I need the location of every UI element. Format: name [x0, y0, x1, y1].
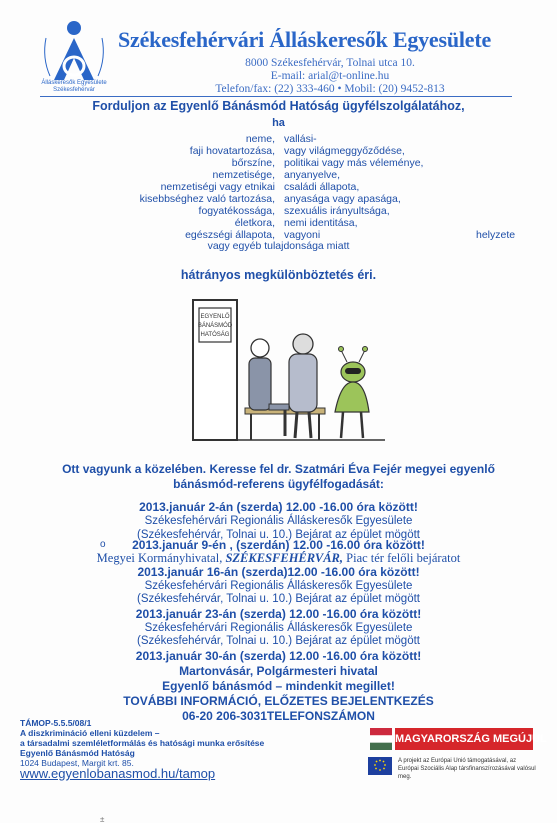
project-code: TÁMOP-5.5.5/08/1: [20, 718, 92, 728]
website-link[interactable]: www.egyenlobanasmod.hu/tamop: [20, 766, 216, 781]
right-item: vagy világmeggyőződése,: [284, 145, 405, 157]
footer-address: 1024 Budapest, Margit krt. 85.: [20, 758, 134, 768]
right-item: nemi identitása,: [284, 217, 358, 229]
ha-word: ha: [272, 117, 285, 129]
schedule-date: 2013.január 30-án (szerda) 12.00 -16.00 óra között!: [135, 649, 422, 663]
header-divider: [40, 96, 512, 97]
right-item: vagyoni: [284, 229, 321, 241]
door-sign-line: BÁNÁSMÓD: [197, 323, 233, 329]
schedule-location: (Székesfehérvár, Tolnai u. 10.) Bejárat az épület mögött: [137, 529, 420, 541]
schedule-location: (Székesfehérvár, Tolnai u. 10.) Bejárat az épület mögött: [137, 635, 420, 647]
left-item: faji hovatartozása,: [189, 145, 275, 157]
referent-intro-line: Ott vagyunk a közelében. Keresse fel dr. Szatmári Éva Fejér megyei egyenlő: [62, 462, 495, 476]
org-phone: Telefon/fax: (22) 333-460 • Mobil: (20) 9452-813: [215, 83, 445, 95]
schedule-location: (Székesfehérvár, Tolnai u. 10.) Bejárat az épület mögött: [137, 593, 420, 605]
left-item: nemzetiségi vagy etnikai: [160, 181, 275, 193]
helyzete-word: helyzete: [476, 229, 516, 241]
schedule-location: [0, 551, 557, 566]
door-sign-line: EGYENLŐ: [200, 314, 230, 320]
schedule-date: 2013.január 23-án (szerda) 12.00 -16.00 óra között!: [135, 607, 422, 621]
schedule-location: Székesfehérvári Regionális Álláskeresők Egyesülete: [144, 580, 413, 592]
eu-support-text: A projekt az Európai Unió támogatásával, az Európai Szociális Alap társfinanszírozásával valósul meg.: [398, 758, 536, 780]
cartoon-illustration: [185, 296, 385, 456]
schedule-location: Martonvásár, Polgármesteri hivatal: [179, 664, 378, 678]
intro-heading: Forduljon az Egyenlő Bánásmód Hatóság ügyfélszolgálatához,: [92, 99, 465, 113]
cartoon-drawing: [185, 296, 385, 456]
schedule-bullet: o: [100, 539, 106, 550]
org-title: Székesfehérvári Álláskeresők Egyesülete: [118, 27, 492, 52]
left-item: neme,: [245, 133, 275, 145]
right-item: anyasága vagy apasága,: [284, 193, 401, 205]
schedule-location-part: Piac tér felőli bejáratot: [346, 551, 461, 565]
right-item: politikai vagy más véleménye,: [284, 157, 424, 169]
schedule-location-city: SZÉKESFEHÉRVÁR,: [225, 551, 344, 565]
right-item: szexuális irányultsága,: [284, 205, 390, 217]
left-item: bőrszíne,: [231, 157, 275, 169]
logo-caption: Álláskeresők Egyesülete Székesfehérvár: [41, 80, 107, 93]
schedule-date: 2013.január 16-án (szerda)12.00 -16.00 óra között!: [137, 565, 420, 579]
corner-mark: ±: [100, 815, 105, 823]
tail-line: vagy egyéb tulajdonsága miatt: [207, 240, 350, 252]
footer-line: Egyenlő Bánásmód Hatóság: [20, 748, 135, 758]
left-item: nemzetisége,: [212, 169, 275, 181]
org-email: E-mail: arial@t-online.hu: [270, 70, 390, 82]
right-item: családi állapota,: [284, 181, 360, 193]
schedule-date: 2013.január 2-án (szerda) 12.00 -16.00 óra között!: [139, 500, 418, 514]
schedule-date: 2013.január 9-én , (szerdán) 12.00 -16.00 óra között!: [132, 538, 425, 552]
footer-line: a társadalmi szemléletformálás és hatósági munka erősítése: [20, 738, 265, 748]
magyarorszag-megujul-banner: MAGYARORSZÁG MEGÚJUL: [395, 728, 533, 750]
left-item: kisebbséghez való tartozása,: [139, 193, 275, 205]
discrimination-statement: hátrányos megkülönböztetés éri.: [180, 268, 377, 282]
schedule-location-part: Megyei Kormányhivatal,: [96, 551, 223, 565]
closing-info: TOVÁBBI INFORMÁCIÓ, ELŐZETES BEJELENTKEZÉS: [123, 694, 434, 708]
eu-flag-icon: [368, 757, 392, 775]
left-item: életkora,: [234, 217, 275, 229]
org-address: 8000 Székesfehérvár, Tolnai utca 10.: [245, 57, 415, 69]
right-item: anyanyelve,: [284, 169, 341, 181]
hungarian-flag-icon: [370, 728, 392, 750]
schedule-location: Székesfehérvári Regionális Álláskeresők Egyesülete: [144, 515, 413, 527]
door-sign-line: HATÓSÁG: [200, 332, 230, 338]
closing-phone: 06-20 206-3031TELEFONSZÁMON: [182, 709, 375, 723]
closing-slogan: Egyenlő bánásmód – mindenkit megillet!: [162, 679, 395, 693]
left-item: egészségi állapota,: [185, 229, 275, 241]
footer-line: A diszkrimináció elleni küzdelem –: [20, 728, 160, 738]
left-item: fogyatékossága,: [198, 205, 275, 217]
referent-intro-line: bánásmód-referens ügyfélfogadását:: [173, 477, 384, 491]
org-logo: [40, 18, 108, 93]
right-item: vallási-: [284, 133, 317, 145]
schedule-location: Székesfehérvári Regionális Álláskeresők Egyesülete: [144, 622, 413, 634]
